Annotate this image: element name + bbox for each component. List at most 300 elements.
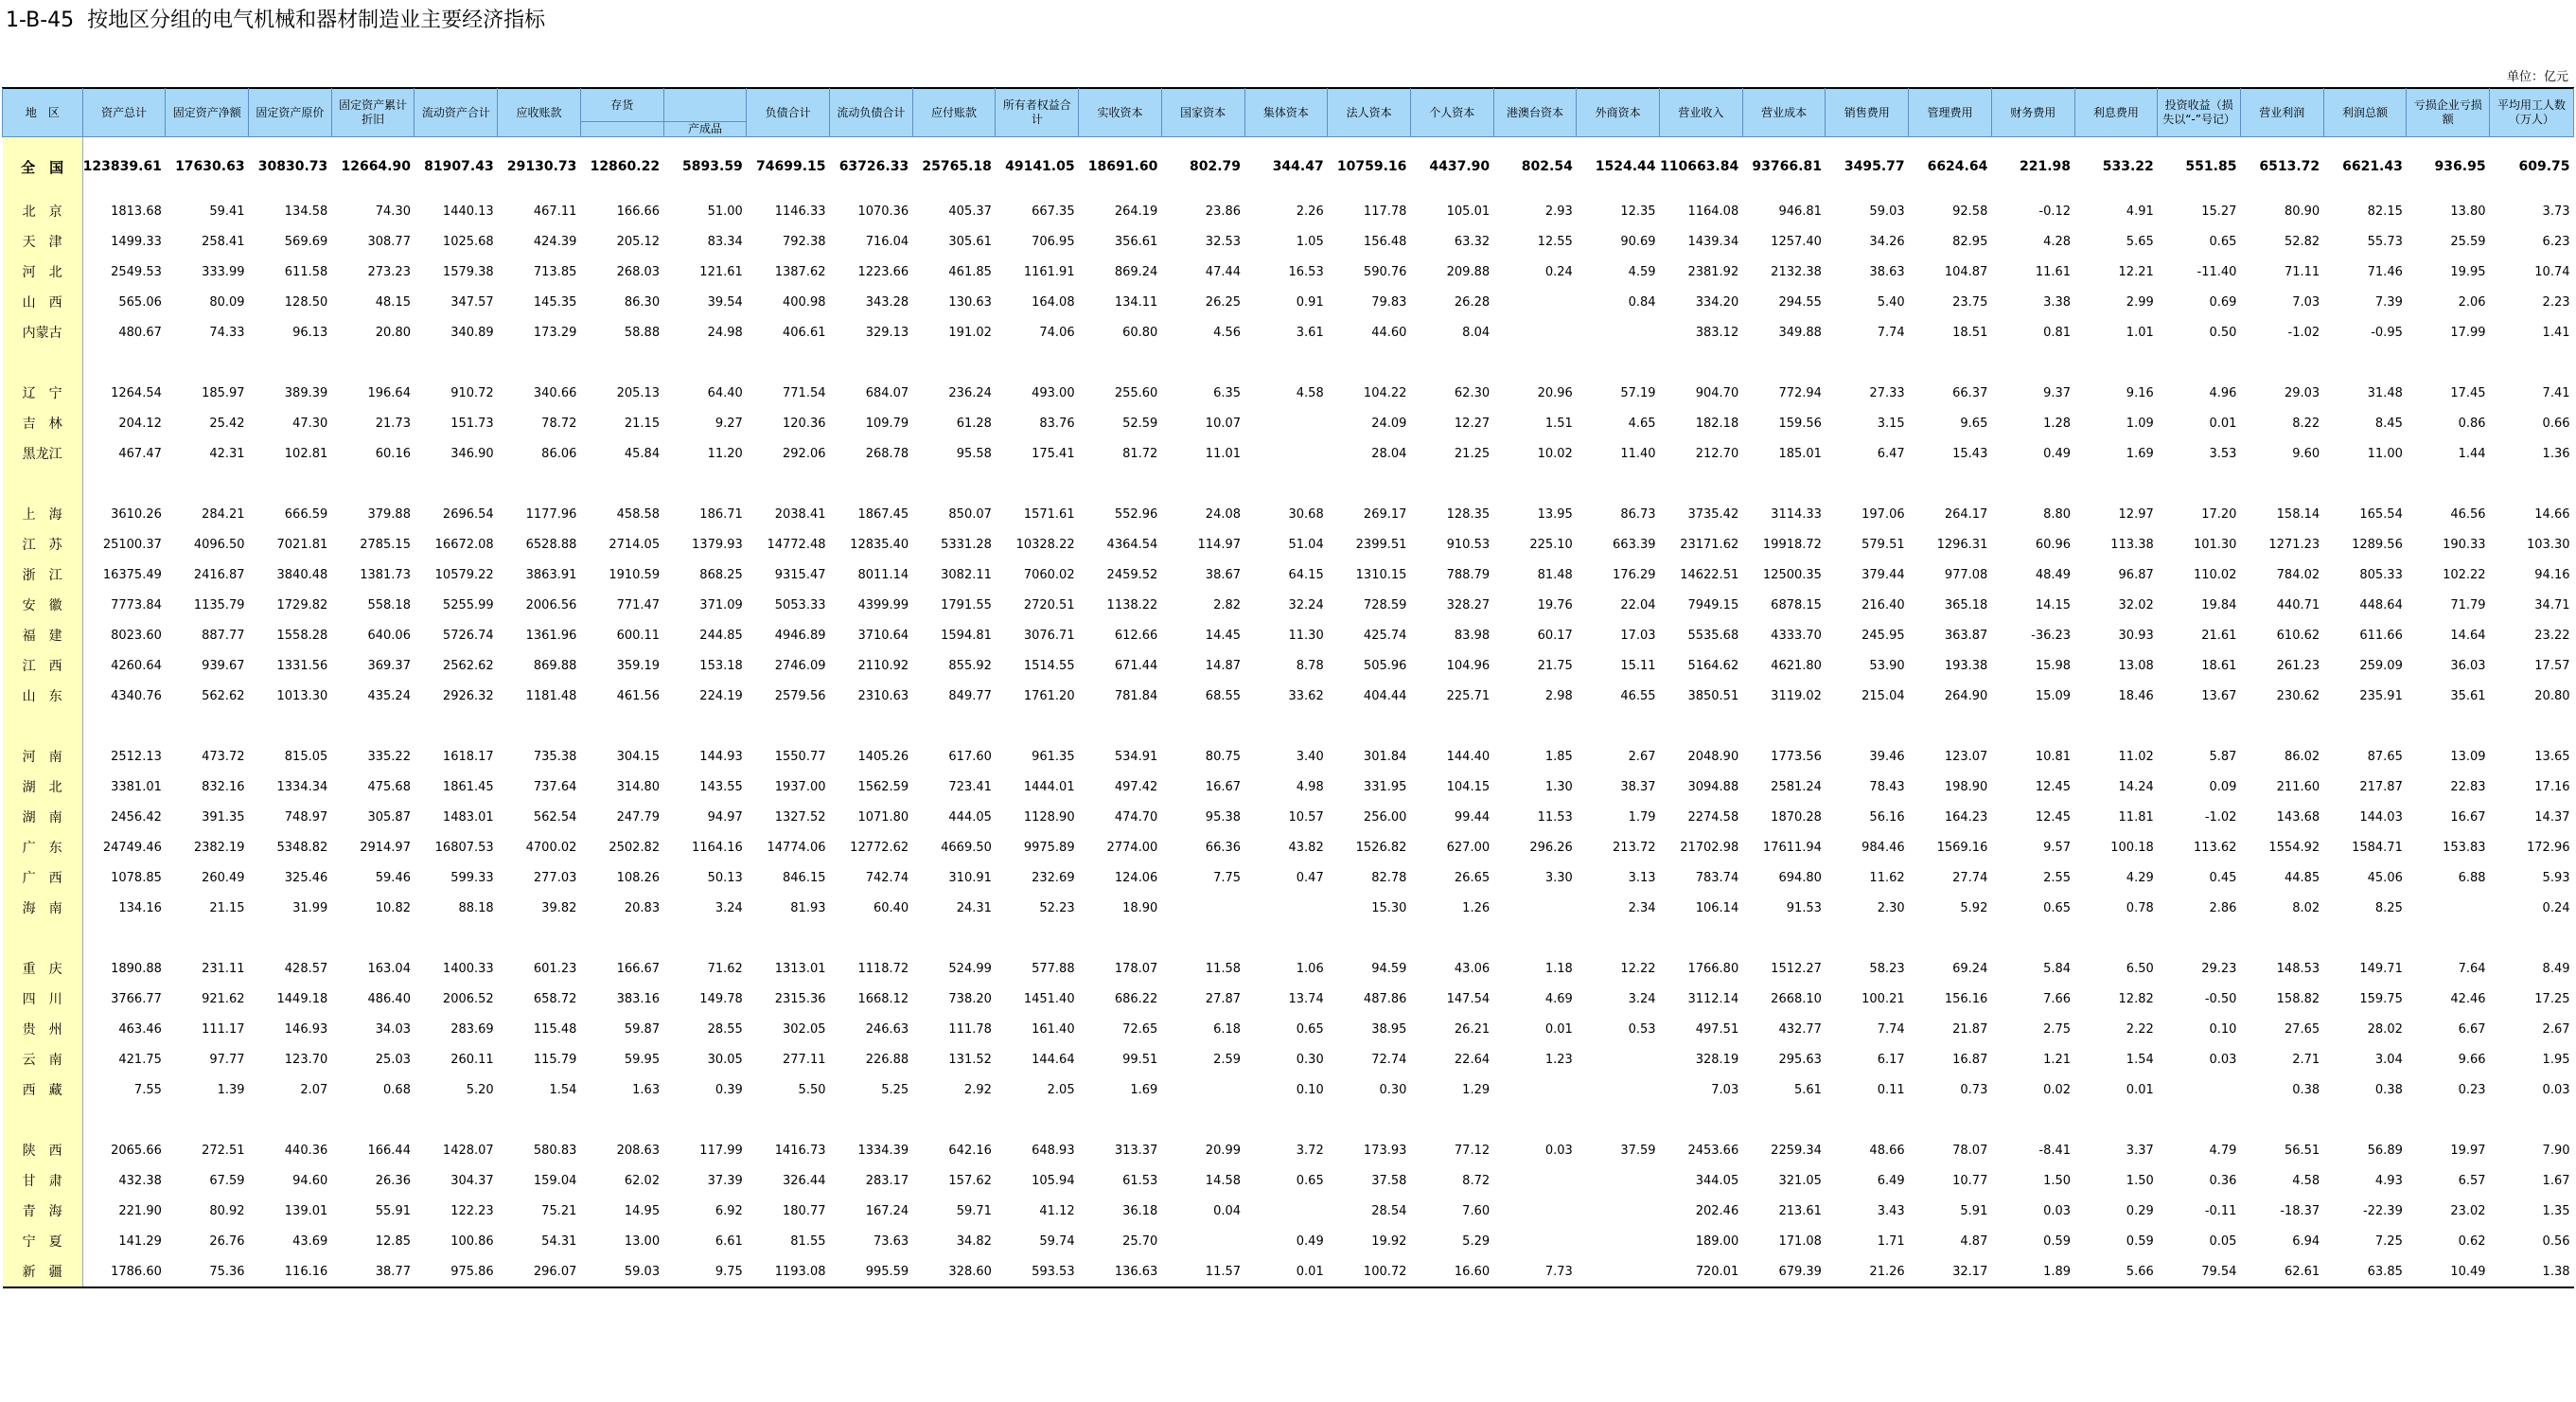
value-cell: 26.36 [375, 1173, 411, 1188]
value-cell: 939.67 [202, 658, 245, 673]
value-cell: 14622.51 [1680, 567, 1739, 582]
value-cell: 56.16 [1869, 809, 1905, 825]
spacer-cell [580, 469, 663, 499]
value-cell: 2006.56 [525, 597, 577, 612]
spacer-cell [1079, 347, 1162, 378]
value-cell: 534.91 [1114, 749, 1158, 764]
value-cell: 304.37 [450, 1173, 494, 1188]
value-cell: 846.15 [783, 870, 826, 885]
value-cell: 1118.72 [857, 961, 909, 976]
value-cell: 1.89 [1991, 1256, 2074, 1287]
value-cell: 20.96 [1537, 385, 1573, 400]
value-cell: 11.00 [2367, 446, 2403, 461]
spacer-cell [830, 711, 913, 741]
value-cell: 61.28 [956, 416, 992, 431]
value-cell: 0.59 [2043, 1233, 2072, 1249]
value-cell: 22.64 [1454, 1052, 1491, 1067]
spacer-cell [498, 1105, 581, 1135]
value-cell: 0.11 [1877, 1082, 1905, 1097]
value-cell: 5.66 [2074, 1256, 2158, 1287]
value-cell: 467.47 [118, 446, 162, 461]
value-cell [1577, 1165, 1660, 1196]
value-cell [1161, 1074, 1244, 1105]
value-cell: 24.31 [956, 900, 992, 915]
value-cell: 60.40 [873, 900, 909, 915]
value-cell: 1499.33 [111, 234, 162, 249]
value-cell: 59.95 [624, 1052, 661, 1067]
value-cell: 1271.23 [2268, 537, 2320, 552]
value-cell: 2549.53 [111, 264, 162, 279]
value-cell: 558.18 [367, 597, 411, 612]
header-total-profit: 利润总额 [2323, 88, 2407, 137]
value-cell: 1766.80 [1687, 961, 1739, 976]
value-cell: 21.15 [209, 900, 245, 915]
value-cell: 2.75 [2043, 1021, 2072, 1037]
value-cell: 5331.28 [941, 537, 992, 552]
value-cell: 26.65 [1454, 870, 1491, 885]
value-cell: 117.99 [699, 1143, 743, 1158]
value-cell: 2579.56 [774, 688, 826, 703]
value-cell: 1444.01 [1023, 779, 1075, 794]
value-cell: 1440.13 [442, 204, 494, 219]
spacer-cell [498, 923, 581, 953]
value-cell: 2720.51 [1023, 597, 1075, 612]
value-cell: 4340.76 [111, 688, 162, 703]
value-cell: 25.59 [2450, 234, 2486, 249]
region-cell: 重 庆 [3, 953, 83, 984]
value-cell: 640.06 [367, 628, 411, 643]
spacer-cell [82, 923, 166, 953]
value-cell: 211.60 [2276, 779, 2320, 794]
value-cell: 5164.62 [1687, 658, 1739, 673]
value-cell: 114.97 [1197, 537, 1242, 552]
region-cell: 吉 林 [3, 408, 83, 438]
value-cell: 706.95 [1032, 234, 1075, 249]
value-cell: 383.16 [616, 991, 661, 1006]
value-cell: 344.05 [1695, 1173, 1739, 1188]
value-cell: 74.33 [209, 325, 245, 340]
value-cell: 2315.36 [774, 991, 826, 1006]
value-cell: 10759.16 [1336, 159, 1407, 174]
table-header [3, 88, 2574, 137]
value-cell: 5.93 [2542, 870, 2570, 885]
spacer-cell [498, 469, 581, 499]
value-cell: 161.40 [1032, 1021, 1075, 1037]
value-cell: 134.16 [118, 900, 162, 915]
region-cell: 山 东 [3, 681, 83, 711]
region-cell: 山 西 [3, 287, 83, 317]
value-cell: 87.65 [2367, 749, 2403, 764]
value-cell: 102.22 [2443, 567, 2486, 582]
value-cell: 331.95 [1363, 779, 1407, 794]
value-cell: 15.09 [2035, 688, 2072, 703]
spacer-cell [663, 711, 747, 741]
value-cell: 487.86 [1363, 991, 1407, 1006]
value-cell: 1164.16 [692, 840, 743, 855]
value-cell: 910.53 [1446, 537, 1491, 552]
value-cell: 43.06 [1454, 961, 1491, 976]
value-cell: 189.00 [1695, 1233, 1739, 1249]
value-cell: 26.76 [209, 1233, 245, 1249]
value-cell: 340.89 [450, 325, 494, 340]
value-cell: 6.23 [2542, 234, 2570, 249]
value-cell: 1.50 [2126, 1173, 2154, 1188]
region-cell: 河 北 [3, 257, 83, 287]
spacer-cell [2490, 711, 2574, 741]
value-cell: 3.24 [715, 900, 743, 915]
value-cell: 144.64 [1032, 1052, 1075, 1067]
value-cell: 18691.60 [1087, 159, 1158, 174]
value-cell: 658.72 [533, 991, 577, 1006]
value-cell: -8.41 [2038, 1143, 2072, 1158]
value-cell: 308.77 [367, 234, 411, 249]
value-cell: 80.92 [209, 1203, 245, 1218]
value-cell: 17.16 [2534, 779, 2570, 794]
value-cell: 159.56 [1778, 416, 1822, 431]
table-row [3, 1044, 2574, 1074]
value-cell: 406.61 [783, 325, 826, 340]
value-cell: 1327.52 [774, 809, 826, 825]
value-cell: 104.15 [1446, 779, 1491, 794]
value-cell: 4.93 [2374, 1173, 2403, 1188]
value-cell: 1773.56 [1771, 749, 1822, 764]
value-cell: 771.54 [783, 385, 826, 400]
value-cell: 49141.05 [1005, 159, 1075, 174]
value-cell: 2399.51 [1355, 537, 1407, 552]
value-cell: 122.23 [450, 1203, 494, 1218]
spacer-cell [1410, 469, 1493, 499]
value-cell: 2.92 [963, 1082, 992, 1097]
table-row [3, 529, 2574, 559]
value-cell: -0.12 [2038, 204, 2072, 219]
value-cell: 4621.80 [1771, 658, 1822, 673]
value-cell: 601.23 [533, 961, 577, 976]
value-cell: 0.62 [2458, 1233, 2486, 1249]
value-cell: 1.41 [2542, 325, 2570, 340]
value-cell: 104.22 [1363, 385, 1407, 400]
value-cell: 4364.54 [1106, 537, 1158, 552]
value-cell: 663.39 [1613, 537, 1656, 552]
value-cell: 221.98 [2020, 159, 2072, 174]
value-cell: 7.41 [2542, 385, 2570, 400]
value-cell: 185.01 [1778, 446, 1822, 461]
value-cell: 63.85 [2323, 1256, 2407, 1287]
value-cell: 209.88 [1446, 264, 1491, 279]
value-cell: 269.17 [1363, 506, 1407, 522]
value-cell: 99.44 [1454, 809, 1491, 825]
value-cell: 3495.77 [1844, 159, 1905, 174]
spacer-cell [498, 711, 581, 741]
table-row [3, 1256, 2574, 1287]
value-cell: 2.86 [2209, 900, 2237, 915]
value-cell: 432.77 [1778, 1021, 1822, 1037]
value-cell: 2048.90 [1687, 749, 1739, 764]
value-cell: 22.04 [1620, 597, 1656, 612]
value-cell: 0.65 [1296, 1173, 1324, 1188]
value-cell: 0.81 [2043, 325, 2072, 340]
spacer-cell [1826, 347, 1909, 378]
spacer-cell [2158, 1105, 2241, 1135]
value-cell: 1.50 [2043, 1173, 2072, 1188]
value-cell: 1387.62 [774, 264, 826, 279]
value-cell: 100.21 [1861, 991, 1905, 1006]
value-cell: 28.04 [1371, 446, 1407, 461]
spacer-cell [1244, 469, 1328, 499]
value-cell: 245.95 [1861, 628, 1905, 643]
value-cell: 1.09 [2126, 416, 2154, 431]
value-cell [1244, 438, 1328, 469]
spacer-region-cell [3, 923, 83, 953]
spacer-cell [1660, 469, 1743, 499]
value-cell: 92.58 [1952, 204, 1988, 219]
value-cell: 2.23 [2542, 294, 2570, 310]
value-cell: 144.40 [1446, 749, 1491, 764]
value-cell: 90.69 [1620, 234, 1656, 249]
spacer-cell [1742, 347, 1826, 378]
value-cell: 3.53 [2209, 446, 2237, 461]
value-cell: 3710.64 [857, 628, 909, 643]
value-cell: 205.13 [616, 385, 661, 400]
value-cell: 1.71 [1877, 1233, 1905, 1249]
value-cell: 0.39 [715, 1082, 743, 1097]
value-cell: 74.06 [1039, 325, 1075, 340]
value-cell: 80.90 [2284, 204, 2320, 219]
value-cell: 8.45 [2374, 416, 2403, 431]
value-cell: 14.87 [1205, 658, 1242, 673]
value-cell: 1.54 [549, 1082, 577, 1097]
spacer-cell [1991, 347, 2074, 378]
value-cell: 52.82 [2284, 234, 2320, 249]
value-cell: 2.55 [2043, 870, 2072, 885]
value-cell: 1264.54 [111, 385, 162, 400]
value-cell: 156.16 [1944, 991, 1988, 1006]
value-cell: 104.87 [1944, 264, 1988, 279]
spacer-cell [1991, 711, 2074, 741]
value-cell: 145.35 [533, 294, 577, 310]
spacer-cell [415, 923, 498, 953]
value-cell: 34.03 [375, 1021, 411, 1037]
value-cell: 371.09 [699, 597, 743, 612]
value-cell: 38.95 [1371, 1021, 1407, 1037]
value-cell: 7060.02 [1023, 567, 1075, 582]
region-cell: 内蒙古 [3, 317, 83, 347]
value-cell: 14.58 [1205, 1173, 1242, 1188]
value-cell: 224.19 [699, 688, 743, 703]
value-cell: 1.54 [2126, 1052, 2154, 1067]
value-cell: 2274.58 [1687, 809, 1739, 825]
value-cell: 3.40 [1296, 749, 1324, 764]
value-cell: 28.54 [1371, 1203, 1407, 1218]
value-cell: 164.23 [1944, 809, 1988, 825]
value-cell: 2746.09 [774, 658, 826, 673]
header-selling-expenses: 销售费用 [1826, 88, 1909, 137]
value-cell: 71.62 [707, 961, 743, 976]
value-cell: 62.61 [2240, 1256, 2323, 1287]
value-cell: 304.15 [616, 749, 661, 764]
table-row [3, 1165, 2574, 1196]
spacer-cell [166, 347, 249, 378]
value-cell: 80.75 [1205, 749, 1242, 764]
value-cell: 42.46 [2450, 991, 2486, 1006]
value-cell: 480.67 [118, 325, 162, 340]
value-cell: 3082.11 [941, 567, 992, 582]
value-cell: 212.70 [1695, 446, 1739, 461]
value-cell: 748.97 [284, 809, 328, 825]
spacer-cell [1577, 1105, 1660, 1135]
value-cell: 383.12 [1695, 325, 1739, 340]
value-cell: 208.63 [616, 1143, 661, 1158]
value-cell: 82.78 [1371, 870, 1407, 885]
value-cell: 15.30 [1371, 900, 1407, 915]
header-avg-employees: 平均用工人数（万人） [2490, 88, 2574, 137]
spacer-cell [415, 711, 498, 741]
value-cell: 59.41 [209, 204, 245, 219]
value-cell: 6.17 [1877, 1052, 1905, 1067]
value-cell: 18.46 [2118, 688, 2154, 703]
value-cell: 3114.33 [1771, 506, 1822, 522]
value-cell: 1193.08 [747, 1256, 830, 1287]
value-cell: 43.69 [292, 1233, 328, 1249]
value-cell: 94.60 [292, 1173, 328, 1188]
value-cell: 66.37 [1952, 385, 1988, 400]
value-cell: 356.61 [1114, 234, 1158, 249]
value-cell: 81.48 [1537, 567, 1573, 582]
value-cell: 784.02 [2276, 567, 2320, 582]
value-cell: 109.79 [865, 416, 909, 431]
value-cell: 340.66 [533, 385, 577, 400]
value-cell: 37.39 [707, 1173, 743, 1188]
spacer-cell [166, 469, 249, 499]
value-cell: 961.35 [1032, 749, 1075, 764]
value-cell: 45.84 [624, 446, 661, 461]
value-cell: 77.12 [1454, 1143, 1491, 1158]
value-cell: 0.56 [2542, 1233, 2570, 1249]
value-cell: 185.97 [202, 385, 245, 400]
value-cell: 4.96 [2209, 385, 2237, 400]
spacer-cell [2407, 923, 2490, 953]
value-cell: 17.99 [2450, 325, 2486, 340]
table-row [3, 438, 2574, 469]
value-cell: 20.80 [375, 325, 411, 340]
value-cell: 151.73 [450, 416, 494, 431]
value-cell: 2512.13 [111, 749, 162, 764]
value-cell: 3.38 [2043, 294, 2072, 310]
value-cell: 0.01 [2209, 416, 2237, 431]
value-cell: 71.79 [2450, 597, 2486, 612]
spacer-cell [1079, 469, 1162, 499]
value-cell: 458.58 [616, 506, 661, 522]
value-cell: 213.61 [1778, 1203, 1822, 1218]
header-inventory-blank [663, 88, 747, 122]
value-cell: 292.06 [783, 446, 826, 461]
value-cell: 8.80 [2043, 506, 2072, 522]
value-cell: 2065.66 [111, 1143, 162, 1158]
value-cell: 198.90 [1944, 779, 1988, 794]
value-cell: 94.16 [2534, 567, 2570, 582]
value-cell: 113.62 [2193, 840, 2237, 855]
value-cell: 405.37 [948, 204, 992, 219]
value-cell: 2696.54 [442, 506, 494, 522]
value-cell: 180.77 [783, 1203, 826, 1218]
value-cell: 13.74 [1288, 991, 1324, 1006]
value-cell: 24.98 [707, 325, 743, 340]
value-cell: 163.04 [367, 961, 411, 976]
value-cell: 5.87 [2209, 749, 2237, 764]
region-cell: 浙 江 [3, 559, 83, 590]
spacer-cell [1244, 923, 1328, 953]
value-cell: 16375.49 [102, 567, 162, 582]
value-cell: 10.02 [1537, 446, 1573, 461]
value-cell: 7021.81 [276, 537, 328, 552]
value-cell: 143.68 [2276, 809, 2320, 825]
value-cell: 1071.80 [857, 809, 909, 825]
page-title: 1-B-45 按地区分组的电气机械和器材制造业主要经济指标 [6, 9, 546, 32]
value-cell: 258.41 [202, 234, 245, 249]
value-cell: 425.74 [1363, 628, 1407, 643]
value-cell: 48.15 [375, 294, 411, 310]
value-cell: 144.03 [2359, 809, 2403, 825]
table-row [3, 832, 2574, 862]
value-cell [1493, 1074, 1577, 1105]
value-cell: 63726.33 [838, 159, 909, 174]
spacer-cell [1328, 469, 1411, 499]
value-cell: 64.40 [707, 385, 743, 400]
value-cell: 110.02 [2193, 567, 2237, 582]
value-cell: 83.98 [1454, 628, 1491, 643]
spacer-cell [1826, 1105, 1909, 1135]
value-cell: 54.31 [541, 1233, 577, 1249]
spacer-cell [2323, 711, 2407, 741]
value-cell: 86.30 [624, 294, 661, 310]
header-individual-capital: 个人资本 [1410, 88, 1493, 137]
value-cell: 4.29 [2126, 870, 2154, 885]
value-cell: 2.34 [1628, 900, 1656, 915]
spacer-cell [2490, 923, 2574, 953]
value-cell: 264.17 [1944, 506, 1988, 522]
spacer-cell [82, 1105, 166, 1135]
value-cell: 78.72 [541, 416, 577, 431]
value-cell: 19.76 [1537, 597, 1573, 612]
value-cell: 128.50 [284, 294, 328, 310]
value-cell: 1296.31 [1936, 537, 1988, 552]
value-cell: 1025.68 [442, 234, 494, 249]
spacer-cell [1742, 923, 1826, 953]
value-cell: 1867.45 [857, 506, 909, 522]
value-cell: 2006.52 [442, 991, 494, 1006]
spacer-cell [82, 347, 166, 378]
value-cell: 2668.10 [1771, 991, 1822, 1006]
value-cell: 19.95 [2450, 264, 2486, 279]
spacer-cell [331, 923, 415, 953]
value-cell: 1554.92 [2268, 840, 2320, 855]
region-cell: 江 苏 [3, 529, 83, 559]
value-cell: 284.21 [202, 506, 245, 522]
spacer-cell [2074, 347, 2158, 378]
value-cell: 264.90 [1944, 688, 1988, 703]
region-cell: 宁 夏 [3, 1226, 83, 1256]
spacer-cell [331, 347, 415, 378]
value-cell: 205.12 [616, 234, 661, 249]
spacer-row [3, 347, 2574, 378]
value-cell [1577, 1074, 1660, 1105]
value-cell: 0.04 [1213, 1203, 1242, 1218]
value-cell: 562.62 [202, 688, 245, 703]
value-cell: 0.01 [1544, 1021, 1573, 1037]
value-cell: 562.54 [533, 809, 577, 825]
value-cell: 2.30 [1877, 900, 1905, 915]
value-cell: 165.54 [2359, 506, 2403, 522]
value-cell: 3.73 [2542, 204, 2570, 219]
